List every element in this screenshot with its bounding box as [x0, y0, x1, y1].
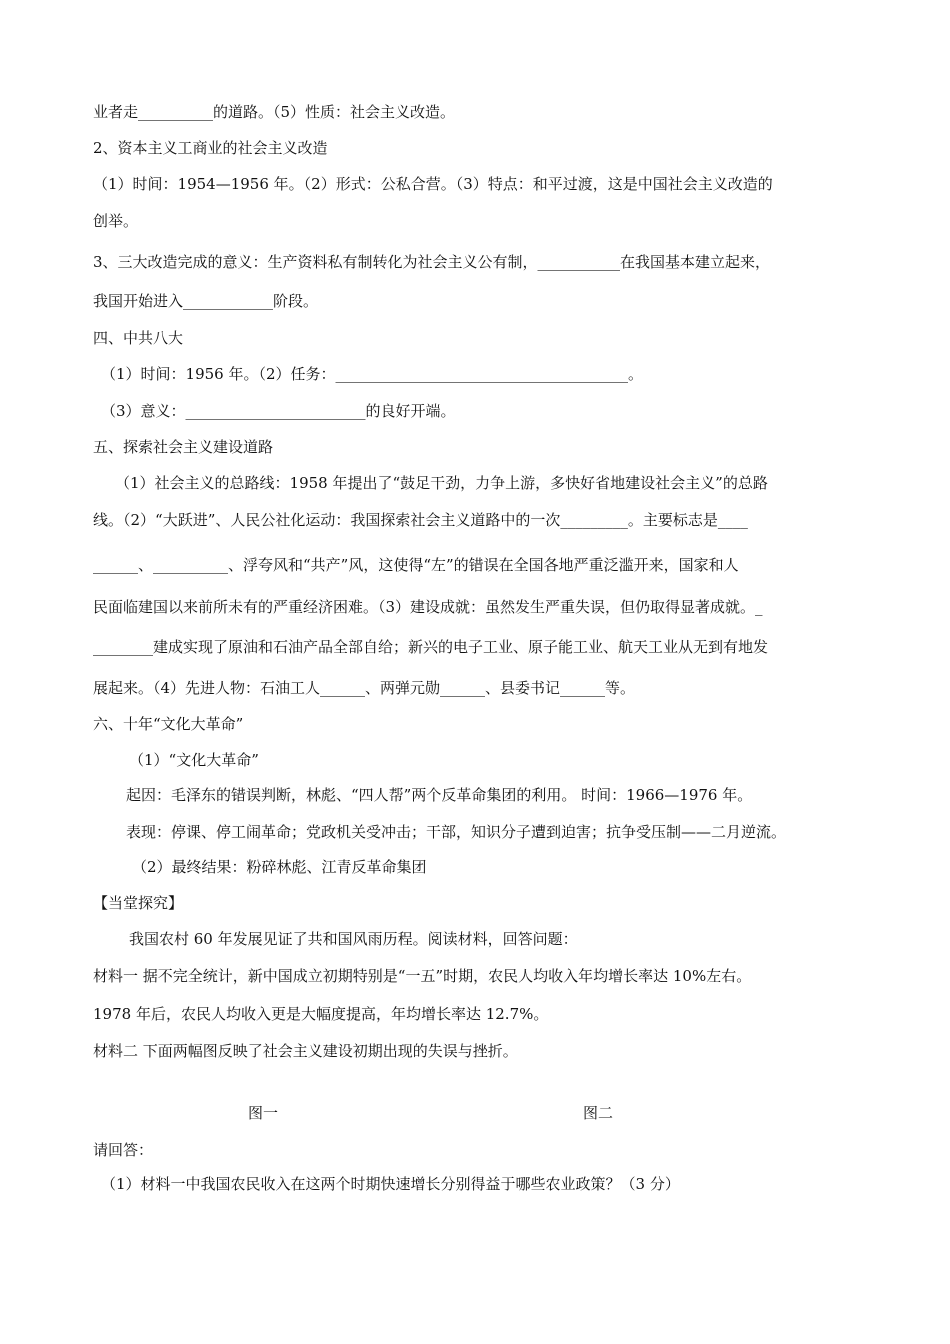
text-line: 材料一 据不完全统计，新中国成立初期特别是“一五”时期，农民人均收入年均增长率达 10%左右。	[93, 967, 752, 985]
text-line: 表现：停课、停工闹革命；党政机关受冲击；干部，知识分子遭到迫害；抗争受压制——二月逆流。	[126, 823, 787, 841]
text-line: 起因：毛泽东的错误判断，林彪、“四人帮”两个反革命集团的利用。 时间：1966—1976 年。	[126, 786, 753, 804]
text-line: 3、三大改造完成的意义：生产资料私有制转化为社会主义公有制，___________在我国基本建立起来，	[93, 253, 771, 271]
text-line: 展起来。（4）先进人物：石油工人______、两弹元勋______、县委书记______等。	[93, 679, 636, 697]
section-heading: 【当堂探究】	[93, 894, 184, 912]
figure-label-1: 图一	[248, 1104, 279, 1122]
text-line: 我国开始进入____________阶段。	[93, 292, 319, 310]
text-line: 我国农村 60 年发展见证了共和国风雨历程。阅读材料，回答问题：	[129, 930, 578, 948]
text-line: 线。（2）“大跃进”、人民公社化运动：我国探索社会主义道路中的一次_________。主要标志是____	[93, 511, 748, 529]
text-line: （1）社会主义的总路线：1958 年提出了“鼓足干劲，力争上游，多快好省地建设社会主义”的总路	[115, 474, 768, 492]
text-line: 业者走__________的道路。（5）性质：社会主义改造。	[93, 103, 456, 121]
text-line: 请回答：	[93, 1141, 154, 1159]
figure-label-2: 图二	[583, 1104, 614, 1122]
text-line: ______、__________、浮夸风和“共产”风，这使得“左”的错误在全国各地严重泛滥开来，国家和人	[93, 556, 739, 574]
section-heading: 2、资本主义工商业的社会主义改造	[93, 139, 328, 157]
text-line: （2）最终结果：粉碎林彪、江青反革命集团	[132, 858, 427, 876]
text-line: ________建成实现了原油和石油产品全部自给；新兴的电子工业、原子能工业、航天工业从无到有地发	[93, 638, 769, 656]
text-line: （1）“文化大革命”	[129, 751, 259, 769]
text-line: （1）时间：1954—1956 年。（2）形式：公私合营。（3）特点：和平过渡，这是中国社会主义改造的	[93, 175, 773, 193]
question-line: （1）材料一中我国农民收入在这两个时期快速增长分别得益于哪些农业政策？（3 分）	[101, 1175, 680, 1193]
section-heading: 五、探索社会主义建设道路	[93, 438, 274, 456]
text-line: 民面临建国以来前所未有的严重经济困难。（3）建设成就：虽然发生严重失误，但仍取得显著成就。_	[93, 598, 763, 616]
text-line: 创举。	[93, 212, 139, 230]
text-line: （1）时间：1956 年。（2）任务：_______________________________________。	[101, 365, 644, 383]
text-line: 材料二 下面两幅图反映了社会主义建设初期出现的失误与挫折。	[93, 1042, 518, 1060]
section-heading: 六、十年“文化大革命”	[93, 715, 244, 733]
section-heading: 四、中共八大	[93, 329, 184, 347]
text-line: （3）意义：________________________的良好开端。	[101, 402, 456, 420]
text-line: 1978 年后，农民人均收入更是大幅度提高，年均增长率达 12.7%。	[93, 1005, 549, 1023]
